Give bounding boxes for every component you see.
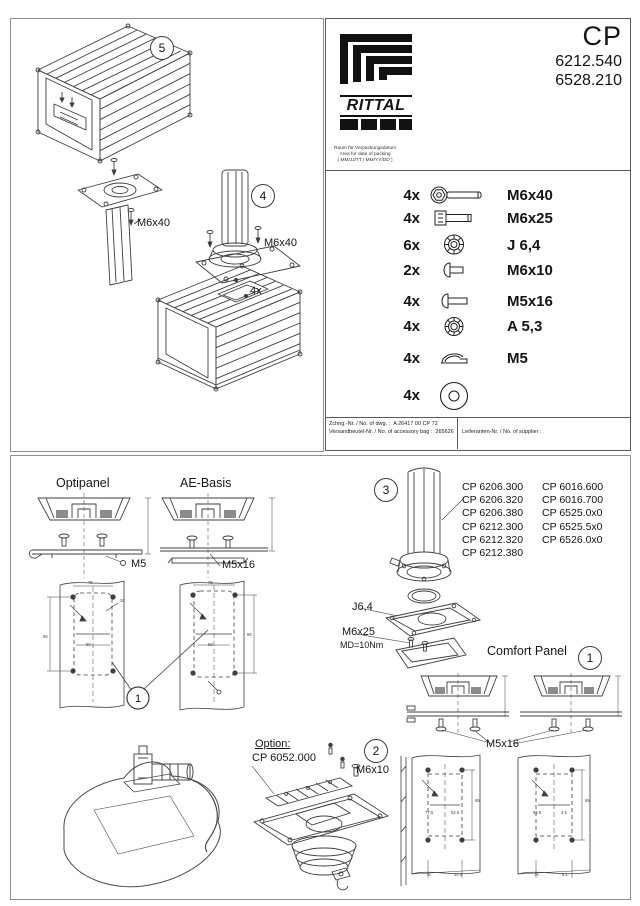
step-4-number: 4 <box>259 189 267 203</box>
packing-note-line1: Raum für Verpackungsdatum <box>334 146 397 151</box>
bag-no-value: 265626 <box>435 429 454 435</box>
model-number: CP 6525.0x0 <box>542 507 603 520</box>
part-qty: 4x <box>403 293 420 310</box>
step-2-number: 2 <box>372 744 380 758</box>
toothed-washer-icon <box>440 233 468 256</box>
comfort-template-right-drawing <box>512 752 600 890</box>
comfort-panel-number: 1 <box>586 651 594 665</box>
comfort-right-dim: 4.5 <box>561 810 567 815</box>
flat-washer-icon <box>438 380 470 412</box>
brand-wordmark: RITTAL <box>340 95 412 117</box>
bag-no-label: Versandbeutel-Nr. / No. of accessory bag : <box>329 429 433 435</box>
step3-washer-label: J6,4 <box>352 601 373 613</box>
drawing-number-cell <box>329 420 454 436</box>
packing-note-line2: Area for date of packing <box>339 151 391 157</box>
optipanel-screw-label: M5 <box>131 558 147 570</box>
step3-model-list-left <box>462 481 523 560</box>
supplier-cell <box>462 428 541 436</box>
model-number: CP 6016.600 <box>542 481 604 493</box>
supplier-label: Lieferanten-Nr. / No. of supplier : <box>462 429 542 435</box>
model-number: CP 6206.380 <box>462 507 524 520</box>
part-qty: 6x <box>403 237 420 254</box>
optipanel-dim-left: 95 <box>43 634 48 639</box>
model-number: CP 6525.5x0 <box>542 520 603 533</box>
step3-model-list-right <box>542 481 603 547</box>
step4-screw-label: M6x40 <box>264 237 298 249</box>
part-label: M6x10 <box>507 262 553 279</box>
comfort-left-dim: 77.5 <box>425 810 434 815</box>
model-number: CP 6212.380 <box>462 547 524 560</box>
comfort-left-dim: 95 <box>475 798 480 803</box>
step-2-callout <box>364 739 388 763</box>
step5-screw-label: M6x40 <box>137 217 171 229</box>
packing-note <box>334 146 396 163</box>
comfort-right-dim: 95 <box>585 798 590 803</box>
rittal-logo <box>340 34 412 130</box>
desk-mount-sketch <box>22 738 234 898</box>
rittal-logo-mark <box>340 34 412 90</box>
part-label: A 5,3 <box>507 318 543 335</box>
optipanel-dim-right: 26 <box>120 598 125 603</box>
comfort-right-dim: 8.1 <box>562 872 568 877</box>
ae-dim-top: 75 <box>208 580 213 585</box>
step-5-number: 5 <box>158 41 166 55</box>
step2-screw-label: M6x10 <box>356 764 390 776</box>
hex-flange-bolt-icon <box>430 185 488 205</box>
callout-1-number: 1 <box>134 693 142 705</box>
ae-basis-title: AE-Basis <box>180 476 232 490</box>
ae-dim-right: 85 <box>247 632 252 637</box>
part-label: M5x16 <box>507 293 553 310</box>
comfort-left-dim: 52.5 <box>451 810 460 815</box>
part-label: J 6,4 <box>507 237 541 254</box>
comfort-left-dim: 10.5 <box>454 872 463 877</box>
model-number: CP 6212.300 <box>462 520 524 533</box>
model-number: CP 6206.320 <box>462 494 524 507</box>
ae-basis-section-drawing <box>152 492 277 587</box>
step-4-callout <box>251 184 275 208</box>
comfort-screw-label: M5x16 <box>486 738 520 750</box>
part-qty: 4x <box>403 318 420 335</box>
step-3-number: 3 <box>382 483 390 497</box>
model-number-2: 6528.210 <box>555 72 622 89</box>
packing-note-line3: ( MM/JJ/TT / MM/YY/DD ) <box>337 157 393 163</box>
drawing-no-value: A 26417 00 CP 72 <box>393 421 438 427</box>
cap-screw-icon <box>433 208 477 228</box>
option-part-number: CP 6052.000 <box>252 752 317 764</box>
model-number: CP 6016.700 <box>542 494 604 507</box>
serrated-washer-icon <box>441 315 467 338</box>
product-title-block <box>470 20 622 90</box>
comfort-left-dim: 75 <box>426 872 431 877</box>
ae-basis-screw-label: M5x16 <box>222 559 256 571</box>
optipanel-dim-top: 75 <box>88 580 93 585</box>
comfort-panel-title: Comfort Panel <box>487 644 567 658</box>
pan-head-screw-icon <box>438 260 474 280</box>
parts-list-box <box>325 170 631 419</box>
step3-screw-label: M6x25 <box>342 626 376 638</box>
enclosure-4-drawing <box>156 264 302 391</box>
part-qty: 4x <box>403 210 420 227</box>
callout-1-marker <box>95 612 225 717</box>
model-number-1: 6212.540 <box>555 53 622 70</box>
comfort-right-dim: 75 <box>534 872 539 877</box>
model-number: CP 6526.0x0 <box>542 533 603 546</box>
part-label: M5 <box>507 350 528 367</box>
pan-head-screw-icon <box>436 291 476 311</box>
comfort-right-dim: 82.5 <box>533 810 542 815</box>
model-number: CP 6212.320 <box>462 533 524 546</box>
part-label: M6x25 <box>507 210 553 227</box>
exploded-view-drawing <box>10 18 322 450</box>
part-label: M6x40 <box>507 187 553 204</box>
step-5-callout <box>150 36 174 60</box>
step-3-callout <box>374 478 398 502</box>
model-number: CP 6206.300 <box>462 481 524 493</box>
clip-nut-icon <box>438 348 470 366</box>
optipanel-title: Optipanel <box>56 476 110 490</box>
logo-bottom-bar <box>340 119 412 130</box>
part-qty: 4x <box>403 187 420 204</box>
part-qty: 2x <box>403 262 420 279</box>
title-block-divider <box>457 417 458 449</box>
drawing-no-label: Zchng.-Nr. / No. of dwg. : <box>329 421 391 427</box>
optipanel-dim-inner: 50 <box>86 642 91 647</box>
step4-qty-label: 4x <box>250 285 262 297</box>
ae-dim-inner: 56 <box>208 642 213 647</box>
comfort-panel-callout <box>578 646 602 670</box>
optipanel-section-drawing <box>28 492 153 587</box>
part-qty: 4x <box>403 387 420 404</box>
option-label: Option: <box>255 738 291 750</box>
column-4-drawing <box>196 170 300 283</box>
step3-torque-label: MD=10Nm <box>340 640 384 650</box>
part-qty: 4x <box>403 350 420 367</box>
series-title: CP <box>582 21 622 51</box>
